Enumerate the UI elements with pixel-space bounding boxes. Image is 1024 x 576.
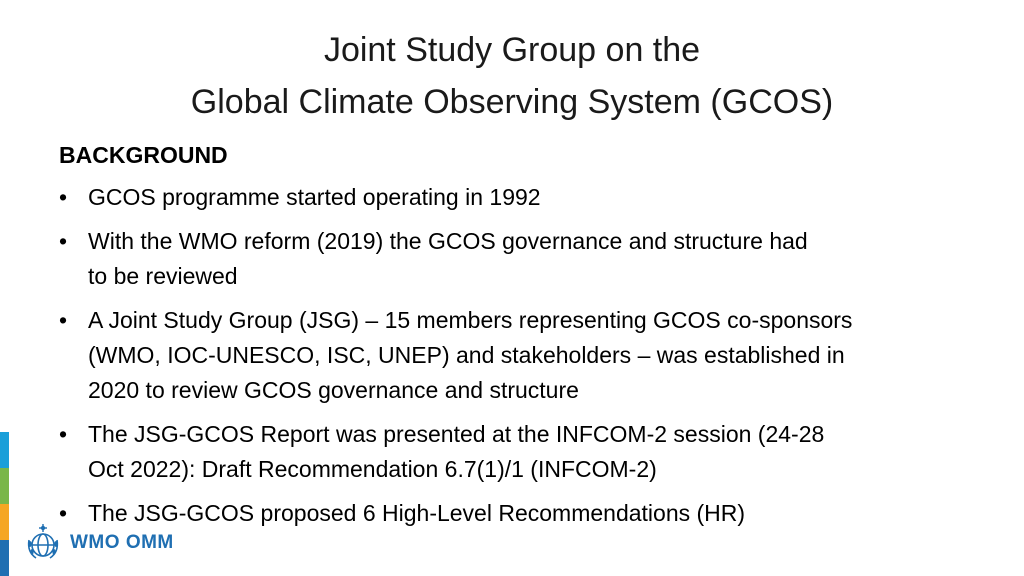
strip-segment-4 <box>0 540 9 576</box>
strip-segment-2 <box>0 468 9 504</box>
bullet-marker: • <box>59 421 68 447</box>
bullet-list <box>59 180 959 540</box>
strip-segment-3 <box>0 504 9 540</box>
bullet-line: GCOS programme started operating in 1992 <box>88 184 541 210</box>
strip-segment-1 <box>0 432 9 468</box>
section-heading: BACKGROUND <box>59 142 228 168</box>
color-strip <box>0 432 9 576</box>
bullet-line: Oct 2022): Draft Recommendation 6.7(1)/1 (INFCOM-2) <box>88 456 657 482</box>
bullet-item <box>59 496 959 531</box>
title-line-2: Global Climate Observing System (GCOS) <box>190 83 834 121</box>
bullet-marker: • <box>59 228 68 254</box>
bullet-line: to be reviewed <box>88 263 238 289</box>
bullet-line: The JSG-GCOS proposed 6 High-Level Recommendations (HR) <box>88 500 746 526</box>
bullet-line: The JSG-GCOS Report was presented at the INFCOM-2 session (24-28 <box>88 421 825 447</box>
logo-text: WMO OMM <box>70 532 174 553</box>
bullet-line: 2020 to review GCOS governance and structure <box>88 377 579 403</box>
bullet-line: With the WMO reform (2019) the GCOS governance and structure had <box>88 228 808 254</box>
bullet-item <box>59 180 959 215</box>
wmo-logo <box>22 518 174 568</box>
title-line-1: Joint Study Group on the <box>323 31 701 69</box>
bullet-item <box>59 417 959 487</box>
slide-title <box>0 24 1024 128</box>
bullet-item <box>59 303 959 408</box>
bullet-line: A Joint Study Group (JSG) – 15 members representing GCOS co-sponsors <box>88 307 853 333</box>
bullet-line: (WMO, IOC-UNESCO, ISC, UNEP) and stakeholders – was established in <box>88 342 845 368</box>
bullet-item <box>59 224 959 294</box>
wmo-emblem-icon <box>22 522 64 564</box>
bullet-marker: • <box>59 500 68 526</box>
bullet-marker: • <box>59 307 68 333</box>
bullet-marker: • <box>59 184 68 210</box>
